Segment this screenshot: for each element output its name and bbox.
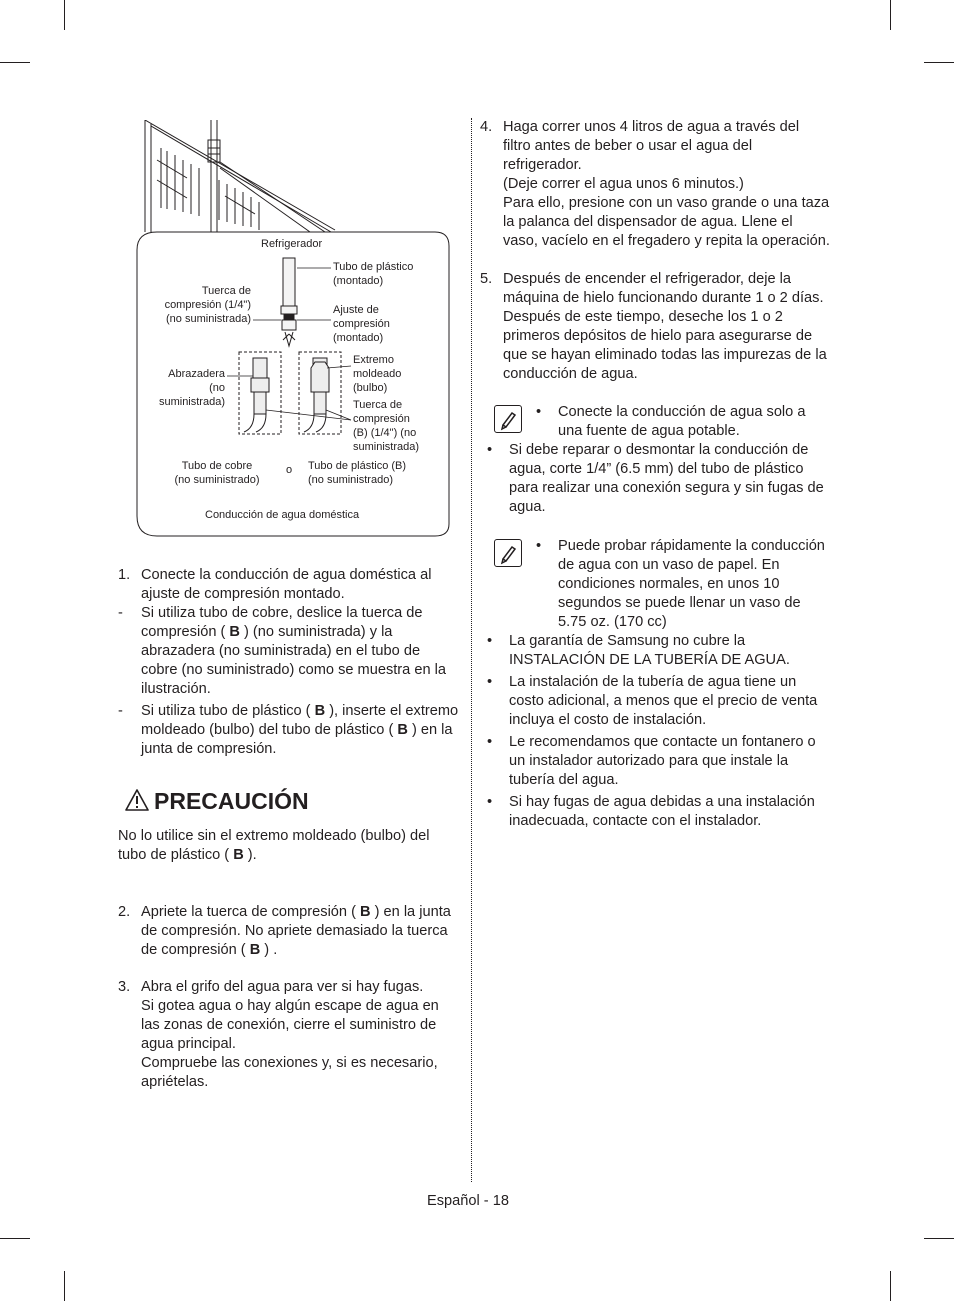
crop-mark bbox=[64, 1271, 65, 1301]
bullet-dot: • bbox=[487, 674, 493, 690]
step-3 bbox=[118, 978, 460, 1092]
step-text: (Deje correr el agua unos 6 minutos.) bbox=[503, 176, 744, 192]
bullet-item bbox=[485, 733, 830, 790]
label-clamp: Abrazadera (no suministrada) bbox=[158, 368, 225, 408]
dash-item-plastic bbox=[118, 702, 460, 759]
bullet-item bbox=[485, 793, 830, 831]
caution-title: PRECAUCIÓN bbox=[154, 788, 309, 814]
part-b-ref: B bbox=[314, 703, 326, 719]
label-or: o bbox=[286, 464, 293, 476]
label-copper-tube: Tubo de cobre (no suministrado) bbox=[174, 460, 260, 486]
step-text: Después de este tiempo, deseche los 1 o 2 primeros depósitos de hielo para asegurarse de que se hayan eliminado todas las impurezas de la conducción de agua. bbox=[503, 309, 827, 382]
dash-text: Si utiliza tubo de plástico ( bbox=[141, 703, 315, 719]
caution-text bbox=[118, 827, 460, 865]
bullet-item bbox=[485, 441, 830, 517]
column-divider bbox=[471, 118, 472, 1182]
step-2 bbox=[118, 903, 460, 960]
dash-mark: - bbox=[118, 605, 123, 621]
dash-text: ) (no suministrada) y la abrazadera (no suministrada) en el tubo de cobre (no suministrado) como se muestra en la ilustración. bbox=[141, 624, 446, 697]
crop-mark bbox=[890, 1271, 891, 1301]
crop-mark bbox=[0, 1238, 30, 1239]
step-text: Si gotea agua o hay algún escape de agua en las zonas de conexión, cierre el suministro de agua principal. bbox=[141, 998, 439, 1052]
label-compression-nut: Tuerca de compresión (1/4") (no suministrada) bbox=[164, 285, 251, 325]
left-column bbox=[118, 566, 460, 759]
step-number: 1. bbox=[118, 567, 131, 583]
note-potable-water bbox=[480, 403, 830, 441]
right-column bbox=[480, 118, 830, 831]
label-compression-nut-b: Tuerca de compresión (B) (1/4") (no suministrada) bbox=[353, 399, 420, 453]
step-1 bbox=[118, 566, 460, 604]
caution-text-part: No lo utilice sin el extremo moldeado (bulbo) del tubo de plástico ( bbox=[118, 828, 430, 863]
dash-item-copper bbox=[118, 604, 460, 699]
step-text: Conecte la conducción de agua doméstica al ajuste de compresión montado. bbox=[141, 567, 432, 602]
crop-mark bbox=[64, 0, 65, 30]
caution-heading bbox=[124, 785, 309, 817]
caution-text-part: ). bbox=[243, 847, 257, 863]
bullet-item bbox=[485, 632, 830, 670]
bullet-dot: • bbox=[487, 734, 493, 750]
bullet-text: Si hay fugas de agua debidas a una instalación inadecuada, contacte con el instalador. bbox=[509, 794, 815, 829]
bullet-dot: • bbox=[487, 442, 493, 458]
part-b-ref: B bbox=[397, 722, 408, 738]
bullet-dot: • bbox=[487, 633, 493, 649]
dash-mark: - bbox=[118, 703, 123, 719]
steps-2-3 bbox=[118, 903, 460, 1092]
crop-mark bbox=[890, 0, 891, 30]
step-text: ) . bbox=[260, 942, 278, 958]
note-pencil-icon bbox=[494, 405, 522, 433]
step-text: Apriete la tuerca de compresión ( bbox=[141, 904, 361, 920]
label-compression-fitting: Ajuste de compresión (montado) bbox=[333, 304, 390, 344]
label-molded-end: Extremo moldeado (bulbo) bbox=[353, 354, 402, 394]
page-number: Español - 18 bbox=[427, 1193, 509, 1209]
crop-mark bbox=[924, 62, 954, 63]
step-text: ) en la junta de compresión. No apriete demasiado la tuerca de compresión ( bbox=[141, 904, 451, 958]
label-plastic-tube-mounted: Tubo de plástico (montado) bbox=[333, 261, 414, 287]
step-4 bbox=[480, 118, 830, 251]
dash-text: ), inserte el extremo moldeado (bulbo) del tubo de plástico ( bbox=[141, 703, 459, 738]
step-text: Después de encender el refrigerador, deje la máquina de hielo funcionando durante 1 o 2 días. bbox=[503, 271, 824, 306]
step-number: 2. bbox=[118, 904, 131, 920]
bullet-text: La instalación de la tubería de agua tiene un costo adicional, a menos que el precio de venta incluya el costo de instalación. bbox=[509, 674, 818, 728]
note-paper-cup bbox=[480, 537, 830, 632]
label-household-water-line: Conducción de agua doméstica bbox=[205, 509, 360, 521]
note-bullet bbox=[534, 403, 830, 441]
step-number: 4. bbox=[480, 119, 493, 135]
dash-text: Si utiliza tubo de cobre, deslice la tuerca de compresión ( bbox=[141, 605, 423, 640]
part-b-ref: B bbox=[229, 624, 240, 640]
note-text: Conecte la conducción de agua solo a una fuente de agua potable. bbox=[558, 404, 806, 439]
bullet-dot: • bbox=[536, 538, 542, 554]
step-number: 5. bbox=[480, 271, 493, 287]
bullet-text: La garantía de Samsung no cubre la INSTALACIÓN DE LA TUBERÍA DE AGUA. bbox=[509, 633, 790, 668]
bullet-item bbox=[485, 673, 830, 730]
note-pencil-icon bbox=[494, 539, 522, 567]
dash-text: ) en la junta de compresión. bbox=[141, 722, 453, 757]
label-plastic-tube-b: Tubo de plástico (B) (no suministrado) bbox=[308, 460, 407, 486]
step-text: Haga correr unos 4 litros de agua a través del filtro antes de beber o usar el agua del refrigerador. bbox=[503, 119, 800, 173]
step-5 bbox=[480, 270, 830, 384]
bullet-dot: • bbox=[487, 794, 493, 810]
label-refrigerator: Refrigerador bbox=[261, 238, 323, 250]
bullet-text: Le recomendamos que contacte un fontanero o un instalador autorizado para que instale la tubería del agua. bbox=[509, 734, 816, 788]
step-text: Para ello, presione con un vaso grande o una taza la palanca del dispensador de agua. Llene el vaso, vacíelo en el fregadero y repita la operación. bbox=[503, 195, 830, 249]
water-line-diagram bbox=[135, 120, 451, 538]
step-text: Abra el grifo del agua para ver si hay fugas. bbox=[141, 979, 424, 995]
crop-mark bbox=[0, 62, 30, 63]
part-b-ref: B bbox=[360, 904, 371, 920]
bullet-dot: • bbox=[536, 404, 542, 420]
note-bullet bbox=[534, 537, 830, 632]
crop-mark bbox=[924, 1238, 954, 1239]
note-text: Puede probar rápidamente la conducción de agua con un vaso de papel. En condiciones normales, en unos 10 segundos se puede llenar un vaso de 5.75 oz. (170 cc) bbox=[558, 538, 825, 630]
part-b-ref: B bbox=[249, 942, 261, 958]
warning-icon bbox=[124, 788, 150, 812]
step-number: 3. bbox=[118, 979, 131, 995]
step-text: Compruebe las conexiones y, si es necesario, apriételas. bbox=[141, 1055, 438, 1090]
bullet-text: Si debe reparar o desmontar la conducción de agua, corte 1/4” (6.5 mm) del tubo de plástico para realizar una conexión segura y sin fugas de agua. bbox=[509, 442, 824, 515]
part-b-ref: B bbox=[233, 847, 244, 863]
